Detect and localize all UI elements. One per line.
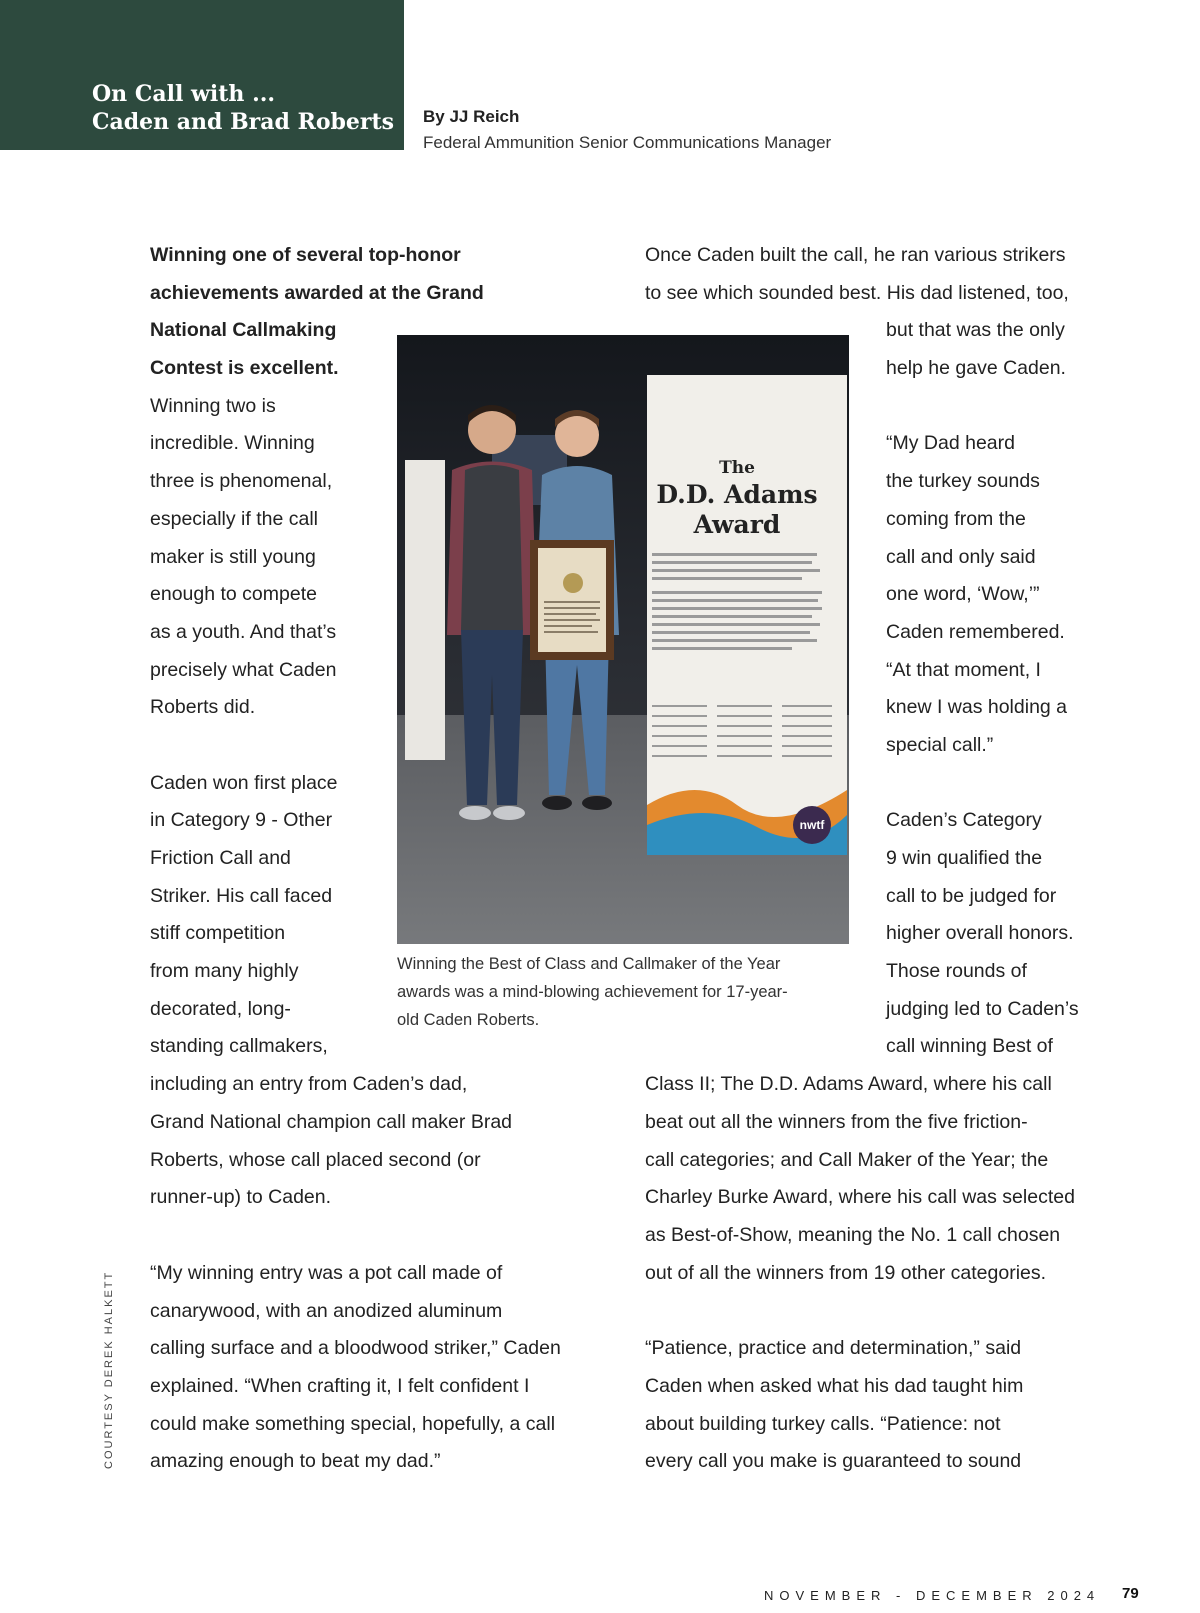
intro-paragraph-top xyxy=(150,237,484,312)
right-column-top-text xyxy=(645,237,1069,312)
text-line: three is phenomenal, xyxy=(150,470,333,493)
text-line xyxy=(645,1293,1075,1331)
text-line: precisely what Caden xyxy=(150,658,337,681)
text-line xyxy=(886,388,1079,426)
award-plaque xyxy=(530,540,614,660)
intro-paragraph-narrow xyxy=(150,312,339,387)
text-line: call to be judged for xyxy=(886,884,1057,907)
text-line: to see which sounded best. His dad listened, too, xyxy=(645,281,1069,304)
text-line: Caden remembered. xyxy=(886,620,1065,643)
text-line: “At that moment, I xyxy=(886,658,1041,681)
text-line: Caden when asked what his dad taught him xyxy=(645,1374,1024,1397)
text-line: Friction Call and xyxy=(150,847,291,870)
text-line: stiff competition xyxy=(150,922,286,945)
text-line: maker is still young xyxy=(150,545,316,568)
text-line: higher overall honors. xyxy=(886,922,1074,945)
text-line: Class II; The D.D. Adams Award, where his call xyxy=(645,1073,1052,1096)
text-line: Charley Burke Award, where his call was selected xyxy=(645,1186,1075,1209)
banner-title-2: Award xyxy=(693,510,781,539)
text-line: Caden won first place xyxy=(150,771,338,794)
text-line: Roberts did. xyxy=(150,696,256,719)
text-line: decorated, long- xyxy=(150,997,291,1020)
text-line: judging led to Caden’s xyxy=(886,997,1079,1020)
text-line: National Callmaking xyxy=(150,319,337,342)
text-line: one word, ‘Wow,’” xyxy=(886,583,1040,606)
text-line: “My winning entry was a pot call made of xyxy=(150,1261,503,1284)
section-title xyxy=(92,80,395,136)
text-line: especially if the call xyxy=(150,507,318,530)
page-number: 79 xyxy=(1122,1585,1139,1602)
section-title-line1: On Call with ... xyxy=(92,81,276,107)
award-photo xyxy=(397,335,849,944)
right-column-full-text xyxy=(645,1066,1075,1481)
text-line xyxy=(150,727,338,765)
photo-caption xyxy=(397,950,847,1034)
nwtf-logo-text: nwtf xyxy=(799,818,825,832)
text-line: coming from the xyxy=(886,507,1026,530)
text-line: Those rounds of xyxy=(886,960,1027,983)
footer-issue-date: NOVEMBER - DECEMBER 2024 xyxy=(764,1588,1101,1603)
left-banner xyxy=(405,460,445,760)
text-line: help he gave Caden. xyxy=(886,357,1066,380)
banner-the: The xyxy=(719,458,755,478)
text-line: “My Dad heard xyxy=(886,432,1015,455)
text-line: call and only said xyxy=(886,545,1036,568)
text-line: incredible. Winning xyxy=(150,432,315,455)
text-line: explained. “When crafting it, I felt confident I xyxy=(150,1374,530,1397)
text-line: call categories; and Call Maker of the Year; the xyxy=(645,1148,1049,1171)
text-line: in Category 9 - Other xyxy=(150,809,333,832)
text-line: “Patience, practice and determination,” said xyxy=(645,1337,1022,1360)
byline-author: By JJ Reich xyxy=(423,107,520,126)
text-line: as a youth. And that’s xyxy=(150,620,337,643)
text-line: Winning two is xyxy=(150,394,276,417)
caption-line: old Caden Roberts. xyxy=(397,1011,540,1029)
text-line: achievements awarded at the Grand xyxy=(150,281,484,304)
text-line: canarywood, with an anodized aluminum xyxy=(150,1299,503,1322)
text-line: from many highly xyxy=(150,960,299,983)
caption-line: awards was a mind-blowing achievement for 17-year- xyxy=(397,983,788,1001)
text-line: beat out all the winners from the five friction- xyxy=(645,1111,1028,1134)
banner-title-1: D.D. Adams xyxy=(656,480,818,509)
award-photo-illustration xyxy=(397,335,849,944)
text-line: call winning Best of xyxy=(886,1035,1053,1058)
text-line: Once Caden built the call, he ran various strikers xyxy=(645,244,1066,266)
text-line xyxy=(150,1217,561,1255)
text-line: could make something special, hopefully, a call xyxy=(150,1412,556,1435)
byline xyxy=(423,104,831,156)
caption-line: Winning the Best of Class and Callmaker of the Year xyxy=(397,955,781,973)
text-line: the turkey sounds xyxy=(886,470,1040,493)
text-line: amazing enough to beat my dad.” xyxy=(150,1450,441,1473)
text-line: Grand National champion call maker Brad xyxy=(150,1111,513,1134)
text-line: Roberts, whose call placed second (or xyxy=(150,1148,481,1171)
photo-credit: COURTESY DEREK HALKETT xyxy=(103,1270,115,1469)
text-line: calling surface and a bloodwood striker,” Caden xyxy=(150,1337,561,1360)
byline-role: Federal Ammunition Senior Communications Manager xyxy=(423,133,832,152)
left-column-narrow-text xyxy=(150,388,338,1066)
text-line: Contest is excellent. xyxy=(150,357,339,380)
text-line: as Best-of-Show, meaning the No. 1 call chosen xyxy=(645,1224,1061,1247)
text-line: Striker. His call faced xyxy=(150,884,333,907)
text-line: about building turkey calls. “Patience: not xyxy=(645,1412,1001,1435)
text-line: runner-up) to Caden. xyxy=(150,1186,332,1209)
text-line: standing callmakers, xyxy=(150,1035,328,1058)
text-line: but that was the only xyxy=(886,319,1065,342)
text-line: including an entry from Caden’s dad, xyxy=(150,1073,468,1096)
text-line: enough to compete xyxy=(150,583,317,606)
left-column-full-text xyxy=(150,1066,561,1481)
text-line: 9 win qualified the xyxy=(886,847,1043,870)
text-line: knew I was holding a xyxy=(886,696,1068,719)
section-title-line2: Caden and Brad Roberts xyxy=(92,109,395,135)
text-line: every call you make is guaranteed to sound xyxy=(645,1450,1022,1473)
text-line: out of all the winners from 19 other categories. xyxy=(645,1261,1047,1284)
text-line xyxy=(886,765,1079,803)
text-line: Winning one of several top-honor xyxy=(150,244,461,266)
text-line: Caden’s Category xyxy=(886,809,1042,832)
right-column-narrow-text xyxy=(886,312,1079,1066)
text-line: special call.” xyxy=(886,733,994,756)
